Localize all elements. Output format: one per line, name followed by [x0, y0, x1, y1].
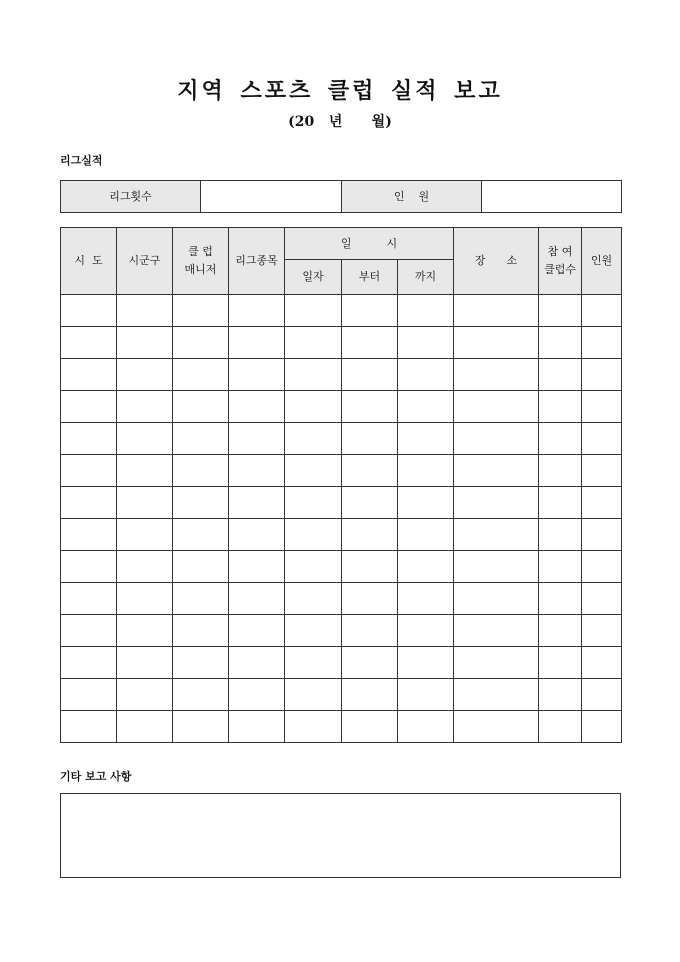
- cell-place[interactable]: [454, 551, 539, 583]
- header-datetime: 일 시: [285, 228, 454, 260]
- cell-league-event[interactable]: [229, 711, 285, 743]
- league-count-field[interactable]: [201, 181, 342, 213]
- cell-league-event[interactable]: [229, 583, 285, 615]
- cell-people[interactable]: [582, 455, 622, 487]
- cell-people[interactable]: [582, 423, 622, 455]
- cell-place[interactable]: [454, 295, 539, 327]
- cell-sido[interactable]: [61, 455, 117, 487]
- cell-date[interactable]: [285, 679, 342, 711]
- cell-to[interactable]: [398, 423, 454, 455]
- cell-people[interactable]: [582, 647, 622, 679]
- cell-participating-clubs[interactable]: [539, 327, 582, 359]
- cell-sido[interactable]: [61, 615, 117, 647]
- cell-people[interactable]: [582, 487, 622, 519]
- cell-league-event[interactable]: [229, 359, 285, 391]
- cell-participating-clubs[interactable]: [539, 391, 582, 423]
- cell-sido[interactable]: [61, 583, 117, 615]
- cell-league-event[interactable]: [229, 455, 285, 487]
- cell-sido[interactable]: [61, 359, 117, 391]
- etc-section-label: 기타 보고 사항: [60, 770, 132, 783]
- league-section-label: 리그실적: [60, 154, 103, 167]
- cell-from[interactable]: [342, 679, 398, 711]
- header-league-event: 리그종목: [229, 228, 285, 295]
- cell-sido[interactable]: [61, 327, 117, 359]
- cell-people[interactable]: [582, 391, 622, 423]
- cell-sigungu[interactable]: [117, 711, 173, 743]
- cell-to[interactable]: [398, 615, 454, 647]
- table-row: [61, 327, 622, 359]
- cell-club-manager[interactable]: [173, 551, 229, 583]
- cell-league-event[interactable]: [229, 327, 285, 359]
- header-club-manager-line2: 매니저: [184, 263, 217, 276]
- table-row: [61, 519, 622, 551]
- league-detail-table: [60, 227, 622, 743]
- cell-sigungu[interactable]: [117, 551, 173, 583]
- table-row: [61, 359, 622, 391]
- etc-report-field[interactable]: [60, 793, 621, 878]
- cell-to[interactable]: [398, 295, 454, 327]
- cell-participating-clubs[interactable]: [539, 423, 582, 455]
- header-people: 인원: [582, 228, 622, 295]
- cell-date[interactable]: [285, 487, 342, 519]
- cell-date[interactable]: [285, 295, 342, 327]
- cell-sido[interactable]: [61, 711, 117, 743]
- header-to: 까지: [398, 260, 454, 295]
- cell-participating-clubs[interactable]: [539, 615, 582, 647]
- cell-club-manager[interactable]: [173, 647, 229, 679]
- cell-participating-clubs[interactable]: [539, 487, 582, 519]
- cell-sido[interactable]: [61, 423, 117, 455]
- cell-place[interactable]: [454, 615, 539, 647]
- cell-people[interactable]: [582, 359, 622, 391]
- table-row: [61, 679, 622, 711]
- cell-from[interactable]: [342, 455, 398, 487]
- cell-sigungu[interactable]: [117, 487, 173, 519]
- cell-club-manager[interactable]: [173, 391, 229, 423]
- header-club-manager-line1: 클 럽: [188, 245, 213, 258]
- cell-club-manager[interactable]: [173, 455, 229, 487]
- league-summary-table: [60, 180, 622, 213]
- table-row: [61, 583, 622, 615]
- cell-league-event[interactable]: [229, 487, 285, 519]
- cell-people[interactable]: [582, 327, 622, 359]
- cell-to[interactable]: [398, 391, 454, 423]
- cell-sigungu[interactable]: [117, 327, 173, 359]
- header-from: 부터: [342, 260, 398, 295]
- cell-place[interactable]: [454, 583, 539, 615]
- cell-people[interactable]: [582, 551, 622, 583]
- cell-place[interactable]: [454, 679, 539, 711]
- cell-sido[interactable]: [61, 295, 117, 327]
- cell-participating-clubs[interactable]: [539, 583, 582, 615]
- cell-sido[interactable]: [61, 519, 117, 551]
- header-sido: 시 도: [61, 228, 117, 295]
- cell-from[interactable]: [342, 295, 398, 327]
- cell-club-manager[interactable]: [173, 615, 229, 647]
- table-row: [61, 455, 622, 487]
- cell-league-event[interactable]: [229, 647, 285, 679]
- cell-place[interactable]: [454, 487, 539, 519]
- cell-from[interactable]: [342, 647, 398, 679]
- cell-place[interactable]: [454, 647, 539, 679]
- cell-place[interactable]: [454, 455, 539, 487]
- cell-place[interactable]: [454, 359, 539, 391]
- cell-to[interactable]: [398, 551, 454, 583]
- cell-from[interactable]: [342, 519, 398, 551]
- cell-sido[interactable]: [61, 391, 117, 423]
- cell-sido[interactable]: [61, 647, 117, 679]
- cell-club-manager[interactable]: [173, 679, 229, 711]
- table-header-row: [61, 228, 622, 260]
- table-row: [61, 487, 622, 519]
- league-people-field[interactable]: [482, 181, 622, 213]
- cell-league-event[interactable]: [229, 679, 285, 711]
- cell-to[interactable]: [398, 359, 454, 391]
- cell-date[interactable]: [285, 519, 342, 551]
- cell-sigungu[interactable]: [117, 519, 173, 551]
- cell-participating-clubs[interactable]: [539, 295, 582, 327]
- table-row: [61, 647, 622, 679]
- header-place: 장 소: [454, 228, 539, 295]
- header-participating-clubs: [539, 228, 582, 295]
- cell-from[interactable]: [342, 327, 398, 359]
- cell-participating-clubs[interactable]: [539, 711, 582, 743]
- cell-sigungu[interactable]: [117, 679, 173, 711]
- header-participating-line2: 클럽수: [544, 263, 576, 276]
- cell-people[interactable]: [582, 295, 622, 327]
- cell-league-event[interactable]: [229, 551, 285, 583]
- cell-sigungu[interactable]: [117, 391, 173, 423]
- cell-people[interactable]: [582, 679, 622, 711]
- cell-date[interactable]: [285, 327, 342, 359]
- cell-place[interactable]: [454, 327, 539, 359]
- table-row: [61, 295, 622, 327]
- cell-place[interactable]: [454, 519, 539, 551]
- cell-date[interactable]: [285, 455, 342, 487]
- cell-from[interactable]: [342, 551, 398, 583]
- cell-place[interactable]: [454, 711, 539, 743]
- cell-to[interactable]: [398, 583, 454, 615]
- cell-to[interactable]: [398, 647, 454, 679]
- header-sigungu: 시군구: [117, 228, 173, 295]
- header-club-manager: [173, 228, 229, 295]
- cell-sigungu[interactable]: [117, 647, 173, 679]
- cell-from[interactable]: [342, 711, 398, 743]
- cell-club-manager[interactable]: [173, 487, 229, 519]
- cell-sigungu[interactable]: [117, 455, 173, 487]
- cell-date[interactable]: [285, 551, 342, 583]
- cell-sido[interactable]: [61, 679, 117, 711]
- cell-to[interactable]: [398, 487, 454, 519]
- league-count-label: 리그횟수: [61, 181, 201, 213]
- cell-participating-clubs[interactable]: [539, 647, 582, 679]
- cell-participating-clubs[interactable]: [539, 551, 582, 583]
- cell-place[interactable]: [454, 391, 539, 423]
- cell-date[interactable]: [285, 391, 342, 423]
- cell-sigungu[interactable]: [117, 295, 173, 327]
- table-row: [61, 551, 622, 583]
- table-row: [61, 423, 622, 455]
- cell-to[interactable]: [398, 519, 454, 551]
- cell-sigungu[interactable]: [117, 583, 173, 615]
- cell-club-manager[interactable]: [173, 327, 229, 359]
- table-row: [61, 711, 622, 743]
- cell-date[interactable]: [285, 359, 342, 391]
- cell-people[interactable]: [582, 615, 622, 647]
- cell-participating-clubs[interactable]: [539, 455, 582, 487]
- cell-club-manager[interactable]: [173, 519, 229, 551]
- cell-club-manager[interactable]: [173, 711, 229, 743]
- cell-from[interactable]: [342, 423, 398, 455]
- cell-league-event[interactable]: [229, 295, 285, 327]
- cell-participating-clubs[interactable]: [539, 519, 582, 551]
- cell-date[interactable]: [285, 615, 342, 647]
- league-summary-row: [61, 181, 622, 213]
- header-participating-line1: 참 여: [547, 245, 573, 258]
- document-subtitle: (20 년 월): [288, 114, 392, 130]
- cell-club-manager[interactable]: [173, 359, 229, 391]
- document-title: 지역 스포츠 클럽 실적 보고: [177, 78, 503, 104]
- cell-club-manager[interactable]: [173, 423, 229, 455]
- cell-to[interactable]: [398, 711, 454, 743]
- cell-to[interactable]: [398, 327, 454, 359]
- cell-participating-clubs[interactable]: [539, 679, 582, 711]
- cell-date[interactable]: [285, 583, 342, 615]
- cell-from[interactable]: [342, 615, 398, 647]
- cell-to[interactable]: [398, 455, 454, 487]
- table-row: [61, 615, 622, 647]
- cell-date[interactable]: [285, 647, 342, 679]
- cell-sido[interactable]: [61, 551, 117, 583]
- header-date: 일자: [285, 260, 342, 295]
- cell-sigungu[interactable]: [117, 615, 173, 647]
- cell-people[interactable]: [582, 583, 622, 615]
- cell-place[interactable]: [454, 423, 539, 455]
- cell-from[interactable]: [342, 583, 398, 615]
- cell-people[interactable]: [582, 519, 622, 551]
- cell-club-manager[interactable]: [173, 295, 229, 327]
- cell-league-event[interactable]: [229, 615, 285, 647]
- cell-date[interactable]: [285, 423, 342, 455]
- cell-club-manager[interactable]: [173, 583, 229, 615]
- cell-participating-clubs[interactable]: [539, 359, 582, 391]
- cell-sido[interactable]: [61, 487, 117, 519]
- league-people-label: 인 원: [342, 181, 482, 213]
- cell-league-event[interactable]: [229, 423, 285, 455]
- cell-league-event[interactable]: [229, 519, 285, 551]
- cell-sigungu[interactable]: [117, 423, 173, 455]
- table-row: [61, 391, 622, 423]
- cell-league-event[interactable]: [229, 391, 285, 423]
- cell-sigungu[interactable]: [117, 359, 173, 391]
- cell-to[interactable]: [398, 679, 454, 711]
- cell-date[interactable]: [285, 711, 342, 743]
- cell-people[interactable]: [582, 711, 622, 743]
- cell-from[interactable]: [342, 359, 398, 391]
- cell-from[interactable]: [342, 391, 398, 423]
- cell-from[interactable]: [342, 487, 398, 519]
